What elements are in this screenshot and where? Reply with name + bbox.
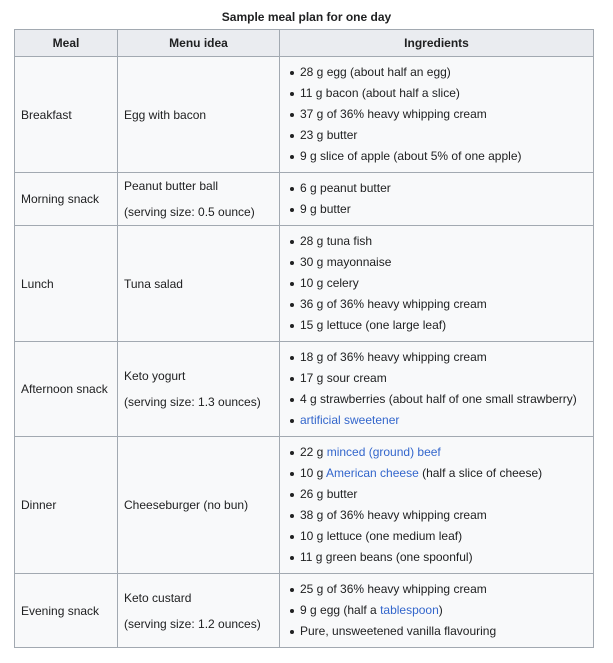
ingredient-item bbox=[300, 347, 587, 368]
menu-idea-cell bbox=[118, 342, 280, 437]
menu-idea-line: (serving size: 1.2 ounces) bbox=[124, 616, 261, 631]
ingredient-item bbox=[300, 410, 587, 431]
ingredient-item bbox=[300, 505, 587, 526]
header-meal: Meal bbox=[15, 30, 118, 57]
menu-idea-cell bbox=[118, 574, 280, 648]
ingredient-item bbox=[300, 294, 587, 315]
header-menu-idea: Menu idea bbox=[118, 30, 280, 57]
menu-idea-line: Egg with bacon bbox=[124, 107, 207, 122]
ingredients-list bbox=[286, 226, 587, 341]
ingredient-text: 9 g egg (half a bbox=[300, 603, 381, 617]
meal-cell: Morning snack bbox=[15, 173, 118, 226]
meal-cell: Evening snack bbox=[15, 574, 118, 648]
menu-idea-cell bbox=[118, 173, 280, 226]
ingredient-item bbox=[300, 442, 587, 463]
ingredients-cell bbox=[280, 57, 594, 173]
menu-idea-line: Peanut butter ball bbox=[124, 179, 219, 193]
ingredient-text: 17 g sour cream bbox=[300, 371, 387, 385]
ingredient-text: 10 g celery bbox=[300, 276, 359, 290]
ingredient-text: 11 g green beans (one spoonful) bbox=[300, 550, 473, 564]
ingredient-text: 30 g mayonnaise bbox=[300, 255, 392, 269]
table-row bbox=[15, 437, 594, 574]
ingredient-item bbox=[300, 600, 587, 621]
ingredient-item bbox=[300, 621, 587, 642]
ingredients-cell bbox=[280, 226, 594, 342]
ingredient-text: 23 g butter bbox=[300, 128, 358, 142]
header-row bbox=[15, 30, 594, 57]
ingredient-link[interactable]: minced (ground) beef bbox=[326, 445, 441, 459]
ingredient-item bbox=[300, 484, 587, 505]
table-row bbox=[15, 57, 594, 173]
ingredient-text: 9 g butter bbox=[300, 202, 351, 216]
ingredient-text: 18 g of 36% heavy whipping cream bbox=[300, 350, 487, 364]
ingredient-text: 10 g lettuce (one medium leaf) bbox=[300, 529, 463, 543]
ingredient-text: Pure, unsweetened vanilla flavouring bbox=[300, 624, 497, 638]
ingredient-text: 15 g lettuce (one large leaf) bbox=[300, 318, 447, 332]
ingredient-item bbox=[300, 231, 587, 252]
meal-plan-table bbox=[14, 29, 594, 648]
ingredient-item bbox=[300, 273, 587, 294]
table-body bbox=[15, 57, 594, 648]
meal-cell: Afternoon snack bbox=[15, 342, 118, 437]
table-row bbox=[15, 226, 594, 342]
ingredients-cell bbox=[280, 173, 594, 226]
ingredient-text: 22 g bbox=[300, 445, 327, 459]
ingredients-cell bbox=[280, 342, 594, 437]
table-caption: Sample meal plan for one day bbox=[221, 10, 392, 24]
ingredient-text: 36 g of 36% heavy whipping cream bbox=[300, 297, 487, 311]
ingredient-item bbox=[300, 178, 587, 199]
ingredient-text: 9 g slice of apple (about 5% of one apple) bbox=[300, 149, 522, 163]
ingredient-link[interactable]: American cheese bbox=[326, 466, 419, 480]
menu-idea-line: (serving size: 1.3 ounces) bbox=[124, 395, 261, 409]
ingredient-item bbox=[300, 146, 587, 167]
ingredient-text: 10 g bbox=[300, 466, 327, 480]
ingredient-text: 37 g of 36% heavy whipping cream bbox=[300, 107, 487, 121]
meal-cell: Lunch bbox=[15, 226, 118, 342]
table-row bbox=[15, 173, 594, 226]
ingredient-text: (half a slice of cheese) bbox=[418, 466, 543, 480]
table-row bbox=[15, 574, 594, 648]
header-ingredients: Ingredients bbox=[280, 30, 594, 57]
menu-idea-line: Keto custard bbox=[124, 590, 192, 605]
ingredient-item bbox=[300, 547, 587, 568]
ingredient-item bbox=[300, 125, 587, 146]
ingredient-item bbox=[300, 252, 587, 273]
ingredient-text: ) bbox=[438, 603, 443, 617]
ingredients-list bbox=[286, 342, 587, 436]
meal-cell: Dinner bbox=[15, 437, 118, 574]
ingredient-item bbox=[300, 62, 587, 83]
ingredients-cell bbox=[280, 437, 594, 574]
ingredients-cell bbox=[280, 574, 594, 648]
ingredient-link[interactable]: tablespoon bbox=[380, 603, 439, 617]
ingredient-item bbox=[300, 315, 587, 336]
ingredients-list bbox=[286, 437, 587, 573]
menu-idea-line: Tuna salad bbox=[124, 276, 183, 291]
menu-idea-cell bbox=[118, 226, 280, 342]
menu-idea-line: (serving size: 0.5 ounce) bbox=[124, 205, 255, 219]
menu-idea-cell bbox=[118, 437, 280, 574]
ingredient-item bbox=[300, 526, 587, 547]
ingredient-item bbox=[300, 389, 587, 410]
menu-idea-line: Keto yogurt bbox=[124, 369, 186, 383]
ingredient-item bbox=[300, 83, 587, 104]
ingredients-list bbox=[286, 57, 587, 172]
ingredient-text: 26 g butter bbox=[300, 487, 358, 501]
ingredient-text: 25 g of 36% heavy whipping cream bbox=[300, 582, 487, 596]
ingredient-item bbox=[300, 368, 587, 389]
menu-idea-line: Cheeseburger (no bun) bbox=[124, 498, 249, 512]
ingredient-text: 28 g tuna fish bbox=[300, 234, 373, 248]
ingredient-text: 6 g peanut butter bbox=[300, 181, 391, 195]
ingredient-text: 11 g bacon (about half a slice) bbox=[300, 86, 460, 100]
ingredients-list bbox=[286, 173, 587, 225]
menu-idea-cell bbox=[118, 57, 280, 173]
ingredients-list bbox=[286, 574, 587, 647]
ingredient-text: 38 g of 36% heavy whipping cream bbox=[300, 508, 487, 522]
ingredient-item bbox=[300, 104, 587, 125]
ingredient-item bbox=[300, 199, 587, 220]
ingredient-text: 4 g strawberries (about half of one small strawberry) bbox=[300, 392, 577, 406]
ingredient-item bbox=[300, 579, 587, 600]
ingredient-text: 28 g egg (about half an egg) bbox=[300, 65, 451, 79]
table-row bbox=[15, 342, 594, 437]
ingredient-item bbox=[300, 463, 587, 484]
ingredient-link[interactable]: artificial sweetener bbox=[300, 413, 400, 427]
meal-cell: Breakfast bbox=[15, 57, 118, 173]
